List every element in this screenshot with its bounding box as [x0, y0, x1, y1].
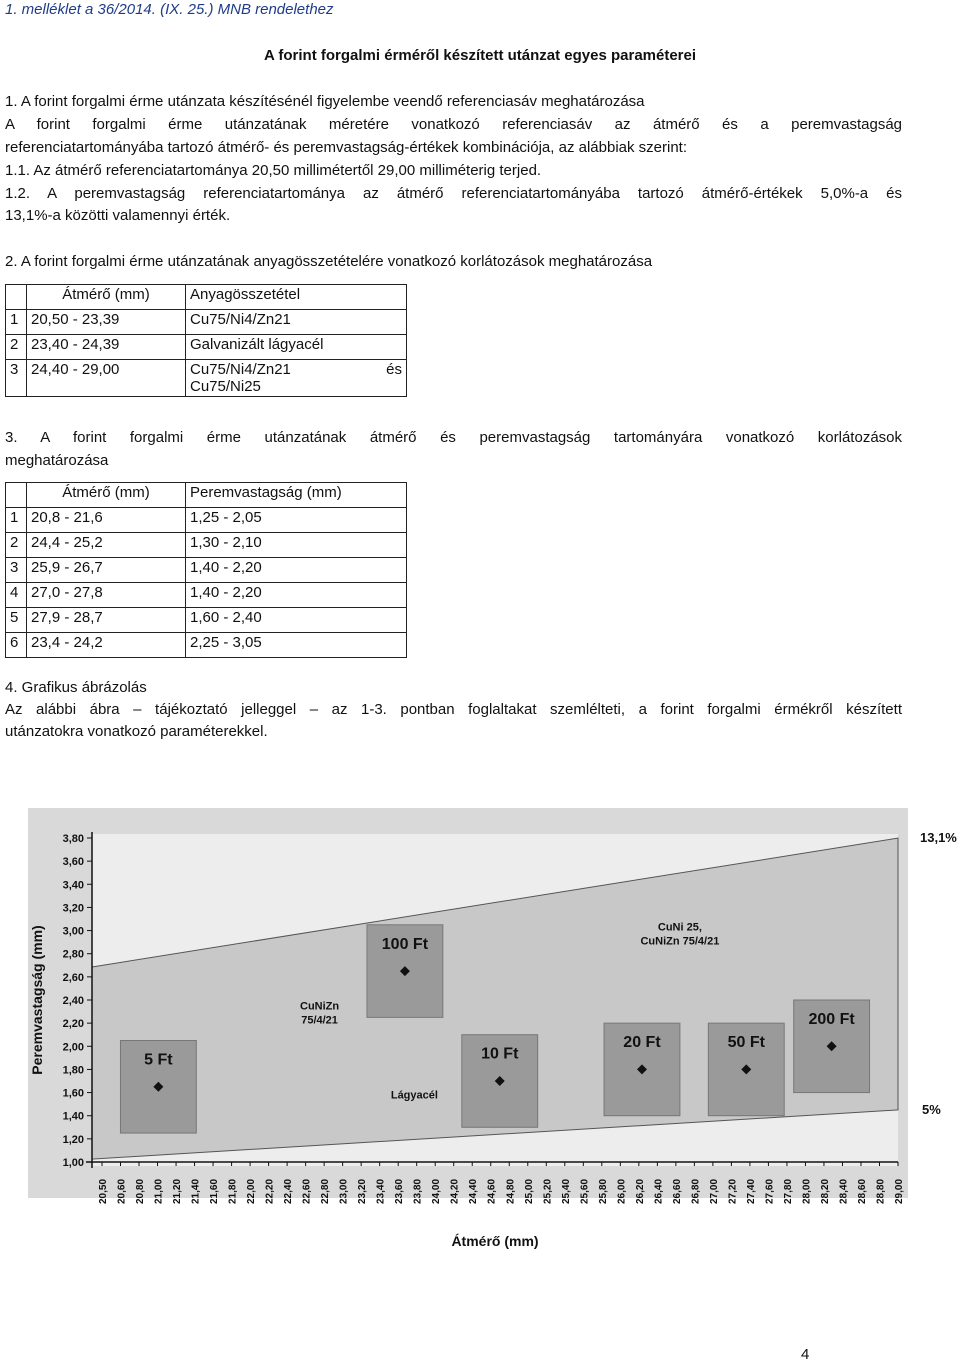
dimension-table — [5, 482, 407, 658]
y-tick-label: 2,20 — [62, 1018, 84, 1031]
rim-thickness-cell: 1,25 - 2,05 — [186, 508, 407, 533]
x-tick-label: 27,60 — [764, 1178, 776, 1204]
x-tick-label: 28,40 — [838, 1178, 850, 1204]
section4-text-line2: utánzatokra vonatkozó paraméterekkel. — [5, 723, 268, 740]
rim-thickness-cell: 1,40 - 2,20 — [186, 583, 407, 608]
x-tick-label: 27,00 — [708, 1178, 720, 1204]
diameter-cell: 23,4 - 24,2 — [27, 633, 186, 658]
material-table — [5, 284, 407, 397]
x-tick-label: 20,50 — [98, 1178, 109, 1204]
x-tick-label: 24,60 — [486, 1178, 498, 1204]
x-tick-label: 23,60 — [394, 1178, 406, 1204]
conjunction-text: és — [386, 361, 402, 378]
diameter-cell: 25,9 - 26,7 — [27, 558, 186, 583]
x-tick-label: 23,00 — [338, 1178, 350, 1204]
table-row — [6, 558, 407, 583]
x-tick-label: 26,60 — [671, 1178, 683, 1204]
section4-heading: 4. Grafikus ábrázolás — [5, 679, 147, 696]
x-tick-label: 25,20 — [542, 1178, 554, 1204]
rim-thickness-cell: 1,40 - 2,20 — [186, 558, 407, 583]
section1-intro-line1: A forint forgalmi érme utánzatának méretére vonatkozó referenciasáv az átmérő és a peremvastagság — [5, 116, 902, 133]
paragraph-1-2-line2: 13,1%-a közötti valamennyi érték. — [5, 207, 231, 224]
y-tick-label: 1,60 — [62, 1087, 84, 1100]
section4-text-line1: Az alábbi ábra – tájékoztató jelleggel – az 1-3. pontban foglaltakat szemlélteti, a forint forgalmi érmékről készített — [5, 701, 902, 718]
x-tick-label: 28,80 — [875, 1178, 887, 1204]
y-tick-label: 3,20 — [62, 902, 84, 915]
x-tick-label: 23,20 — [357, 1178, 369, 1204]
annex-reference: 1. melléklet a 36/2014. (IX. 25.) MNB rendelethez — [5, 1, 334, 18]
y-tick-label: 1,20 — [62, 1133, 84, 1146]
row-number: 5 — [6, 608, 27, 633]
y-tick-label: 1,80 — [62, 1064, 84, 1077]
upper-band-label: 13,1% — [920, 830, 957, 846]
y-axis-title: Peremvastagság (mm) — [29, 925, 45, 1075]
y-tick-label: 3,60 — [62, 856, 84, 869]
x-tick-label: 27,40 — [745, 1178, 757, 1204]
column-header: Átmérő (mm) — [27, 483, 186, 508]
x-tick-label: 22,00 — [246, 1178, 258, 1204]
x-tick-label: 26,00 — [616, 1178, 628, 1204]
material-label-line: CuNiZn — [300, 1000, 340, 1013]
diameter-cell: 27,0 - 27,8 — [27, 583, 186, 608]
x-tick-label: 28,20 — [819, 1178, 831, 1204]
x-tick-label: 25,40 — [560, 1178, 572, 1204]
x-tick-label: 25,00 — [523, 1178, 535, 1204]
row-number: 2 — [6, 533, 27, 558]
diameter-cell: 24,4 - 25,2 — [27, 533, 186, 558]
y-tick-label: 2,00 — [62, 1041, 84, 1054]
paragraph-1-2-line1: 1.2. A peremvastagság referenciatartománya az átmérő referenciatartományába tartozó átmérő-értékek 5,0%-a és — [5, 185, 902, 202]
x-tick-label: 21,20 — [172, 1178, 184, 1204]
rim-thickness-cell: 1,30 - 2,10 — [186, 533, 407, 558]
x-tick-label: 22,60 — [301, 1178, 313, 1204]
x-tick-label: 21,60 — [209, 1178, 221, 1204]
x-tick-label: 24,40 — [468, 1178, 480, 1204]
rim-thickness-cell: 2,25 - 3,05 — [186, 633, 407, 658]
x-tick-label: 27,80 — [782, 1178, 794, 1204]
y-tick-label: 3,80 — [62, 833, 84, 845]
x-tick-label: 21,40 — [190, 1178, 202, 1204]
diameter-cell: 24,40 - 29,00 — [27, 360, 186, 397]
y-tick-label: 2,40 — [62, 995, 84, 1007]
x-tick-label: 25,60 — [579, 1178, 591, 1204]
table-row — [6, 608, 407, 633]
diameter-cell: 20,50 - 23,39 — [27, 310, 186, 335]
coin-label: 50 Ft — [727, 1034, 765, 1052]
y-tick-label: 2,60 — [62, 971, 84, 984]
material-label — [391, 1089, 438, 1101]
x-tick-label: 24,20 — [449, 1178, 461, 1204]
material-cell: Cu75/Ni4/Zn21 — [186, 310, 407, 335]
x-tick-label: 29,00 — [894, 1178, 905, 1204]
y-tick-label: 1,40 — [62, 1110, 84, 1123]
column-header: Anyagösszetétel — [186, 285, 407, 310]
x-tick-label: 21,00 — [153, 1178, 165, 1204]
material-text-continued: Cu75/Ni25 — [190, 378, 261, 395]
lower-band-label: 5% — [922, 1101, 941, 1117]
diameter-cell: 20,8 - 21,6 — [27, 508, 186, 533]
page-number: 4 — [801, 1346, 810, 1363]
material-text: Cu75/Ni4/Zn21 — [190, 361, 291, 378]
table-row — [6, 508, 407, 533]
x-tick-label: 24,80 — [505, 1178, 517, 1204]
section1-intro-line2: referenciatartományába tartozó átmérő- és peremvastagság-értékek kombinációja, az alábbiak szerint: — [5, 139, 688, 156]
material-label-line: 75/4/21 — [301, 1014, 338, 1027]
y-tick-label: 1,00 — [62, 1157, 84, 1169]
x-tick-label: 23,80 — [412, 1178, 424, 1204]
row-number: 3 — [6, 360, 27, 397]
row-number: 2 — [6, 335, 27, 360]
x-tick-label: 23,40 — [375, 1178, 387, 1204]
column-header: Átmérő (mm) — [27, 285, 186, 310]
material-label-line: CuNiZn 75/4/21 — [640, 935, 720, 948]
document-title: A forint forgalmi érméről készített utánzat egyes paraméterei — [263, 47, 697, 64]
coin-label: 10 Ft — [481, 1045, 519, 1063]
y-tick-label: 3,00 — [62, 925, 84, 938]
diameter-cell: 27,9 - 28,7 — [27, 608, 186, 633]
material-cell — [186, 360, 407, 397]
table-row — [6, 335, 407, 360]
section3-heading-line1: 3. A forint forgalmi érme utánzatának átmérő és peremvastagság tartományára vonatkozó korlátozások — [5, 429, 902, 446]
material-label-line: CuNi 25, — [657, 921, 702, 934]
coin-label: 100 Ft — [381, 935, 429, 953]
x-tick-label: 24,00 — [431, 1178, 443, 1204]
table-row — [6, 633, 407, 658]
table-header-row — [6, 285, 407, 310]
diameter-cell: 23,40 - 24,39 — [27, 335, 186, 360]
row-number: 3 — [6, 558, 27, 583]
column-header: Peremvastagság (mm) — [186, 483, 407, 508]
table-row — [6, 583, 407, 608]
rim-thickness-diameter-chart — [0, 780, 960, 1260]
x-tick-label: 22,80 — [320, 1178, 332, 1204]
y-tick-label: 3,40 — [62, 879, 84, 892]
x-tick-label: 20,80 — [135, 1178, 147, 1204]
x-axis-title: Átmérő (mm) — [451, 1233, 539, 1249]
coin-label: 5 Ft — [144, 1051, 173, 1069]
row-number: 4 — [6, 583, 27, 608]
section3-heading-line2: meghatározása — [5, 452, 109, 469]
x-tick-label: 26,20 — [634, 1178, 646, 1204]
x-tick-label: 26,80 — [690, 1178, 702, 1204]
x-tick-label: 21,80 — [227, 1178, 239, 1204]
material-cell: Galvanizált lágyacél — [186, 335, 407, 360]
row-number: 1 — [6, 508, 27, 533]
x-tick-label: 26,40 — [653, 1178, 665, 1204]
table-row — [6, 360, 407, 397]
coin-label: 200 Ft — [808, 1011, 855, 1028]
table-row — [6, 310, 407, 335]
section1-heading: 1. A forint forgalmi érme utánzata készítésénél figyelembe veendő referenciasáv meghatározása — [5, 93, 645, 110]
y-tick-label: 2,80 — [62, 948, 84, 961]
x-tick-label: 20,60 — [116, 1178, 128, 1204]
x-tick-label: 28,00 — [801, 1178, 813, 1204]
table-header-row — [6, 483, 407, 508]
row-number: 1 — [6, 310, 27, 335]
x-tick-label: 27,20 — [727, 1178, 739, 1204]
table-row — [6, 533, 407, 558]
x-tick-label: 22,40 — [283, 1178, 295, 1204]
x-tick-label: 28,60 — [856, 1178, 868, 1204]
x-tick-label: 22,20 — [264, 1178, 276, 1204]
x-tick-label: 25,80 — [597, 1178, 609, 1204]
paragraph-1-1: 1.1. Az átmérő referenciatartománya 20,50 millimétertől 29,00 milliméterig terjed. — [5, 162, 542, 179]
material-label-line: Lágyacél — [390, 1089, 438, 1102]
row-number: 6 — [6, 633, 27, 658]
rim-thickness-cell: 1,60 - 2,40 — [186, 608, 407, 633]
section2-heading: 2. A forint forgalmi érme utánzatának anyagösszetételére vonatkozó korlátozások meghatározása — [5, 253, 653, 270]
coin-label: 20 Ft — [623, 1034, 661, 1052]
